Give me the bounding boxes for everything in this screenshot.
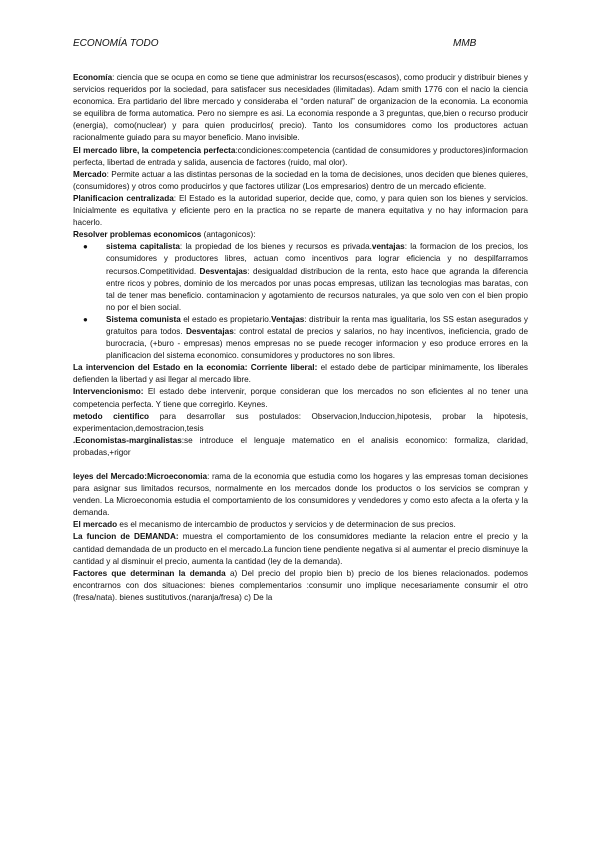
- paragraph-intervencion: [73, 362, 528, 386]
- term: metodo cientifico: [73, 411, 150, 421]
- term: Ventajas: [271, 314, 305, 324]
- document-author: MMB: [453, 38, 477, 49]
- paragraph-marginalistas: [73, 435, 528, 459]
- term: Desventajas: [185, 326, 234, 336]
- term: Intervencionismo:: [73, 387, 144, 397]
- term: Mercado: [73, 169, 107, 179]
- paragraph-demanda: [73, 531, 528, 567]
- paragraph-text: : ciencia que se ocupa en como se tiene que administrar los recursos(escasos), como producir y distribuir bienes y servicios requeridos por la sociedad, para satisfacer sus necesidades (ilimitadas). Adam smith 1776 con el nacio la ciencia economica. Era partidario del libre mercado y consideraba el “orden natural” de organizacion de la economia. La economia se equilibra de forma automatica. Pero no siempre es asi. La economia responde a 3 preguntas, que,bien o recurso producir (energia), como(nuclear) y para quien producirlos( precio). Tanto los consumidores como los productores actuan racionalmente guiado para su mayor beneficio. Mano invisible.: [73, 73, 528, 143]
- document-title: ECONOMÍA TODO: [73, 38, 159, 49]
- item-text: el estado es propietario.: [180, 314, 272, 324]
- paragraph-text: : rama de la economia que estudia como los hogares y las empresas toman decisiones para asignar sus limitados recursos, normalmente en los mercados donde los productos o los servicios se compran y venden. La Microeconomia estudia el comportamiento de los consumidores y vendedores y como esto afecta a la oferta y la demanda.: [73, 472, 529, 518]
- paragraph-text: el estado debe de participar minimamente, los liberales defienden la libertad y asi llegar al mercado libre.: [73, 363, 528, 385]
- term: sistema capitalista: [106, 242, 180, 252]
- paragraph-el-mercado: [73, 519, 528, 531]
- term: El mercado libre, la competencia perfecta: [73, 145, 236, 155]
- list-item: [83, 241, 529, 314]
- item-text: : la propiedad de los bienes y recursos es privada.: [179, 242, 372, 252]
- term: Desventajas: [199, 266, 248, 276]
- paragraph-resolver: [73, 229, 528, 241]
- item-text: : la formacion de los precios, los consumidores y productores libres, actuan como incentivos para lograr eficiencia y no despilfarramos recursos.Competitividad.: [106, 242, 528, 276]
- paragraph-text: es el mecanismo de intercambio de productos y servicios y de determinacion de sus precios.: [117, 520, 456, 530]
- list-item: [83, 314, 529, 362]
- term: La funcion de DEMANDA:: [73, 532, 179, 542]
- bullet-icon: ●: [83, 242, 88, 252]
- paragraph-mercado: [73, 169, 528, 193]
- paragraph-intervencionismo: [73, 386, 528, 410]
- term: Planificacion centralizada: [73, 193, 174, 203]
- paragraph-text: :condiciones:competencia (cantidad de consumidores y productores)informacion perfecta, libertad de entrada y salida, ausencia de factores (ruido, mal olor).: [73, 145, 528, 167]
- paragraph-text: : Permite actuar a las distintas personas de la sociedad en la toma de decisiones, unos deciden que bienes quieres, (consumidores) y otros como producirlos y que factores utilizar (Los empresarios) dentro de un mercado eficiente.: [73, 169, 528, 191]
- term: ventajas: [371, 242, 405, 252]
- paragraph-text: (antagonicos):: [201, 230, 256, 240]
- systems-list: [73, 241, 528, 362]
- item-text: : control estatal de precios y salarios, no hay incentivos, ineficiencia, grado de burocracia, (+buro - empresas) menos empresas no se puede recoger informacion y eso produce errores en la planificacion del sistema economico. consumidores y productores no son libres.: [106, 326, 529, 361]
- paragraph-text: El estado debe intervenir, porque consideran que los mercados no son eficientes al no tener una competencia perfecta. Y tiene que corregirlo. Keynes.: [73, 387, 528, 409]
- term: La intervencion del Estado en la economia: Corriente liberal:: [73, 363, 318, 373]
- paragraph-text: :se introduce el lenguaje matematico en el analisis economico: formaliza, claridad, probadas,+rigor: [73, 435, 528, 457]
- paragraph-metodo: [73, 411, 528, 435]
- term: Resolver problemas economicos: [73, 230, 202, 240]
- term: Factores que determinan la demanda: [73, 568, 226, 578]
- item-text: : desigualdad distribucion de la renta, esto hace que agranda la diferencia entre ricos y pobres, dominio de los mercados por unas pocas empresas, utilizan las tecnologias mas baratas, con tal de tener mas beneficio. contaminacion y agotamiento de recursos naturales, ya que solo ven con el bien propio no por el bien social.: [106, 266, 529, 312]
- item-text: : distribuir la renta mas igualitaria, los SS estan asegurados y gratuitos para todos.: [106, 314, 528, 336]
- paragraph-economia: [73, 72, 528, 145]
- bullet-icon: ●: [83, 314, 88, 324]
- paragraph-planificacion: [73, 193, 528, 229]
- term: .Economistas-marginalistas: [73, 435, 182, 445]
- term: Economía: [73, 73, 113, 82]
- blank-line: [73, 459, 528, 471]
- paragraph-text: para desarrollar sus postulados: Observacion,Induccion,hipotesis, probar la hipotesis, experimentacion,demostracion,tesis: [73, 411, 528, 433]
- paragraph-text: : El Estado es la autoridad superior, decide que, como, y para quien son los bienes y servicios. Inicialmente es equitativa y eficiente pero en la practica no se reparte de manera equitativa y no hay informacion para hacerlo.: [73, 193, 528, 228]
- paragraph-mercado-libre: [73, 145, 528, 169]
- term: leyes del Mercado:Microeconomia: [73, 472, 208, 481]
- paragraph-factores: [73, 568, 528, 604]
- document-body: [73, 72, 528, 604]
- paragraph-text: muestra el comportamiento de los consumidores mediante la relacion entre el precio y la cantidad demandada de un producto en el mercado.La funcion tiene pendiente negativa si al aumentar el precio disminuye la cantidad y al disminuir el precio, aumenta la cantidad (ley de la demanda).: [73, 532, 528, 566]
- paragraph-text: a) Del precio del propio bien b) precio de los bienes relacionados. podemos encontrarnos con dos situaciones: bienes complementarios :consumir uno implique necesariamente consumir el otro (fresa/nata). bienes sustitutivos.(naranja/fresa) c) De la: [73, 568, 528, 602]
- page-header: [73, 38, 525, 52]
- paragraph-microeconomia: [73, 471, 528, 519]
- term: Sistema comunista: [106, 314, 181, 324]
- term: El mercado: [73, 520, 118, 530]
